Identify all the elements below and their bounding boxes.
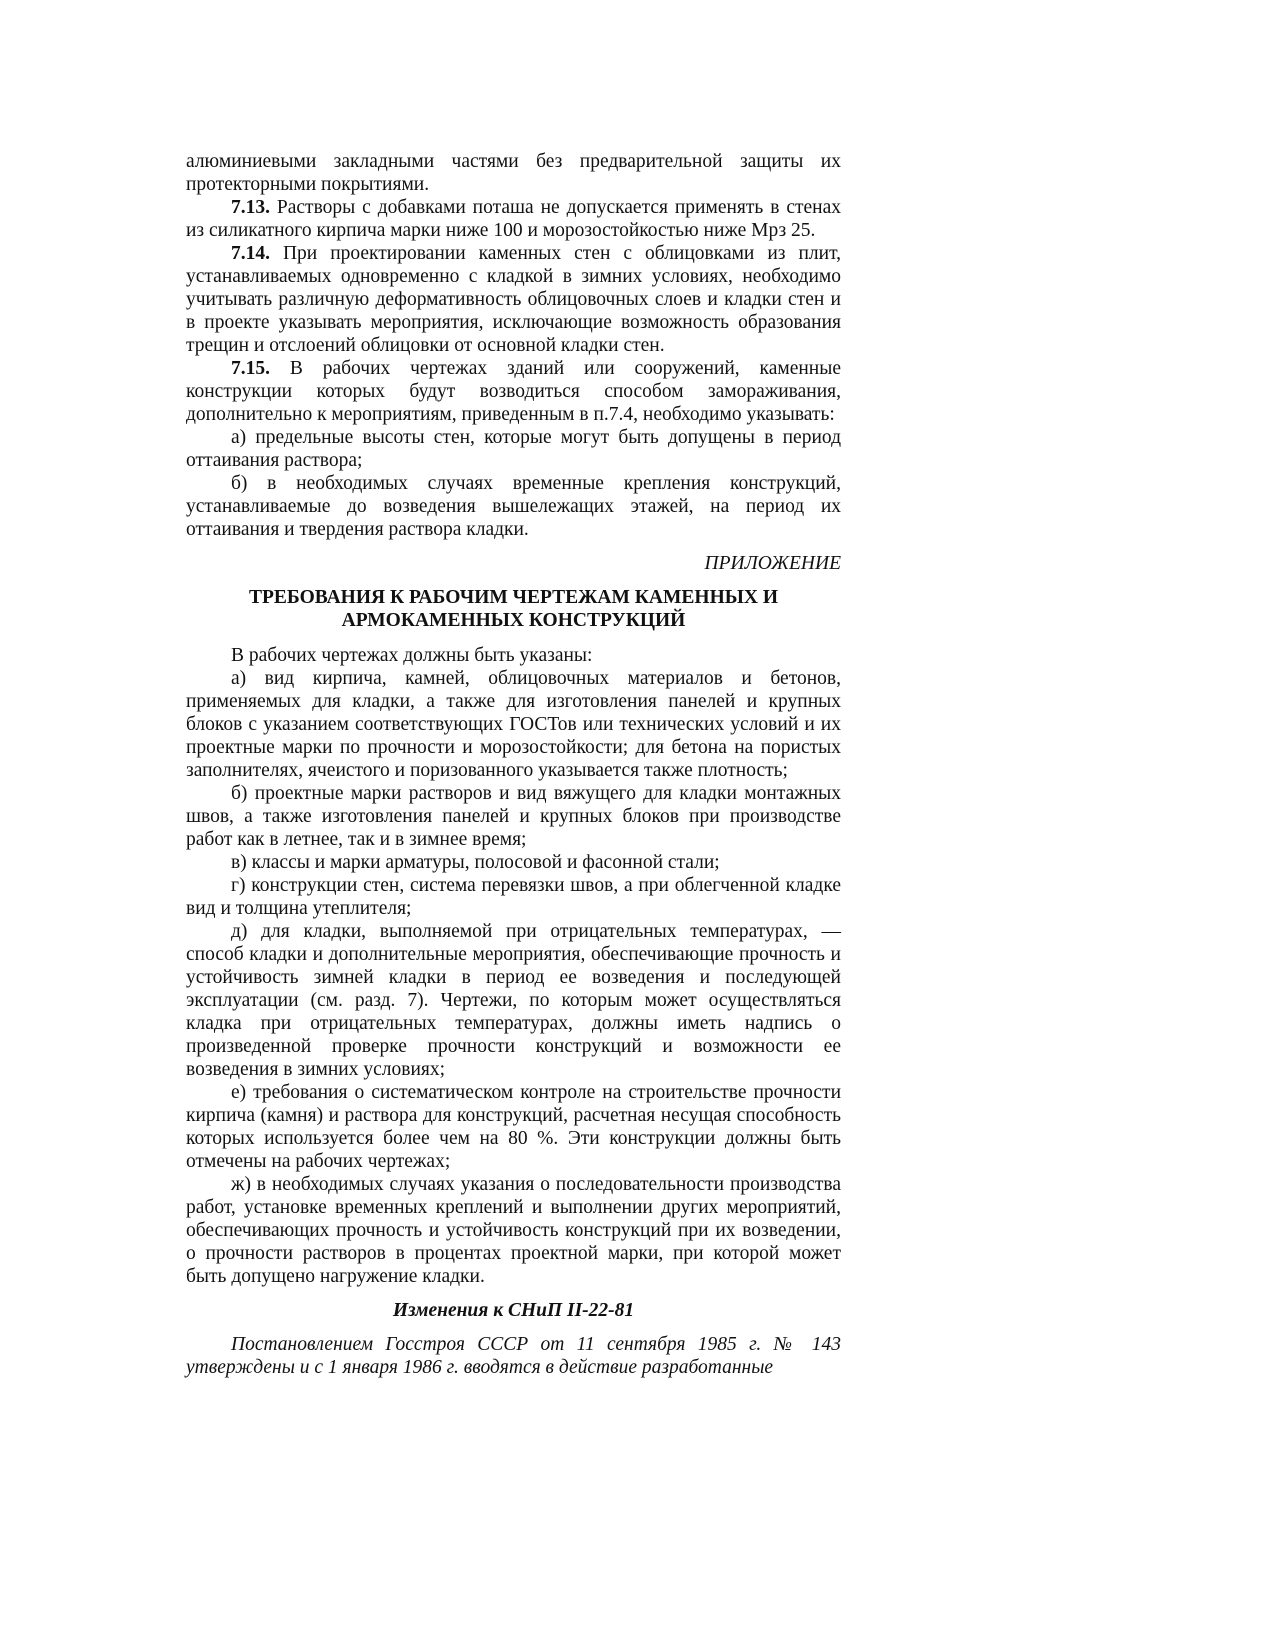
appendix-item-e: е) требования о систематическом контроле на строительстве прочности кирпича (камня) и раствора для конструкций, расчетная несущая способность которых используется более чем на 80 %. Эти конструкции должны быть отмечены на рабочих чертежах; [186,1082,841,1172]
clause-7-14 [186,242,841,357]
appendix-item-b: б) проектные марки растворов и вид вяжущего для кладки монтажных швов, а также изготовления панелей и крупных блоков при производстве работ как в летнее, так и в зимнее время; [186,783,841,850]
clause-number: 7.14. [231,243,270,264]
appendix-title: ТРЕБОВАНИЯ К РАБОЧИМ ЧЕРТЕЖАМ КАМЕННЫХ И АРМОКАМЕННЫХ КОНСТРУКЦИЙ [248,587,779,631]
appendix-item-zh: ж) в необходимых случаях указания о последовательности производства работ, установке временных креплений и выполнении других мероприятий, обеспечивающих прочность и устойчивость конструкций при их возведении, о прочности растворов в процентах проектной марки, при которой может быть допущено нагружение кладки. [186,1174,841,1287]
clause-7-15-item-b: б) в необходимых случаях временные крепления конструкций, устанавливаемые до возведения вышележащих этажей, на период их оттаивания и твердения раствора кладки. [186,473,841,540]
appendix-item-g: г) конструкции стен, система перевязки швов, а при облегченной кладке вид и толщина утеплителя; [186,875,841,919]
appendix-lead: В рабочих чертежах должны быть указаны: [231,645,593,666]
document-page [186,150,841,1379]
changes-text: Постановлением Госстроя СССР от 11 сентября 1985 г. № 143 утверждены и с 1 января 1986 г. вводятся в действие разработанные [186,1334,841,1378]
clause-text: В рабочих чертежах зданий или сооружений, каменные конструкции которых будут возводиться способом замораживания, дополнительно к мероприятиям, приведенным в п.7.4, необходимо указывать: [186,358,841,425]
clause-number: 7.13. [231,197,270,218]
appendix-item-a: а) вид кирпича, камней, облицовочных материалов и бетонов, применяемых для кладки, а также для изготовления панелей и крупных блоков с указанием соответствующих ГОСТов или технических условий и их проектные марки по прочности и морозостойкости; для бетона на пористых заполнителях, ячеистого и поризованного указывается также плотность; [186,668,841,781]
paragraph-intro: алюминиевыми закладными частями без предварительной защиты их протекторными покрытиями. [186,151,841,195]
clause-number: 7.15. [231,358,270,379]
appendix-label: ПРИЛОЖЕНИЕ [704,553,841,574]
clause-text: Растворы с добавками поташа не допускается применять в стенах из силикатного кирпича марки ниже 100 и морозостойкостью ниже Мрз 25. [186,197,841,241]
clause-text: При проектировании каменных стен с облицовками из плит, устанавливаемых одновременно с кладкой в зимних условиях, необходимо учитывать различную деформативность облицовочных слоев и кладки стен и в проекте указывать мероприятия, исключающие возможность образования трещин и отслоений облицовки от основной кладки стен. [186,243,841,356]
appendix-item-v: в) классы и марки арматуры, полосовой и фасонной стали; [231,852,720,873]
appendix-item-d: д) для кладки, выполняемой при отрицательных температурах, — способ кладки и дополнительные мероприятия, обеспечивающие прочность и устойчивость зимней кладки в период ее возведения и последующей эксплуатации (см. разд. 7). Чертежи, по которым может осуществляться кладка при отрицательных температурах, должны иметь надпись о произведенной проверке прочности конструкций и возможности ее возведения в зимних условиях; [186,921,841,1080]
clause-7-15 [186,357,841,426]
changes-title: Изменения к СНиП II-22-81 [392,1300,635,1321]
clause-7-15-item-a: а) предельные высоты стен, которые могут быть допущены в период оттаивания раствора; [186,427,841,471]
clause-7-13 [186,196,841,242]
